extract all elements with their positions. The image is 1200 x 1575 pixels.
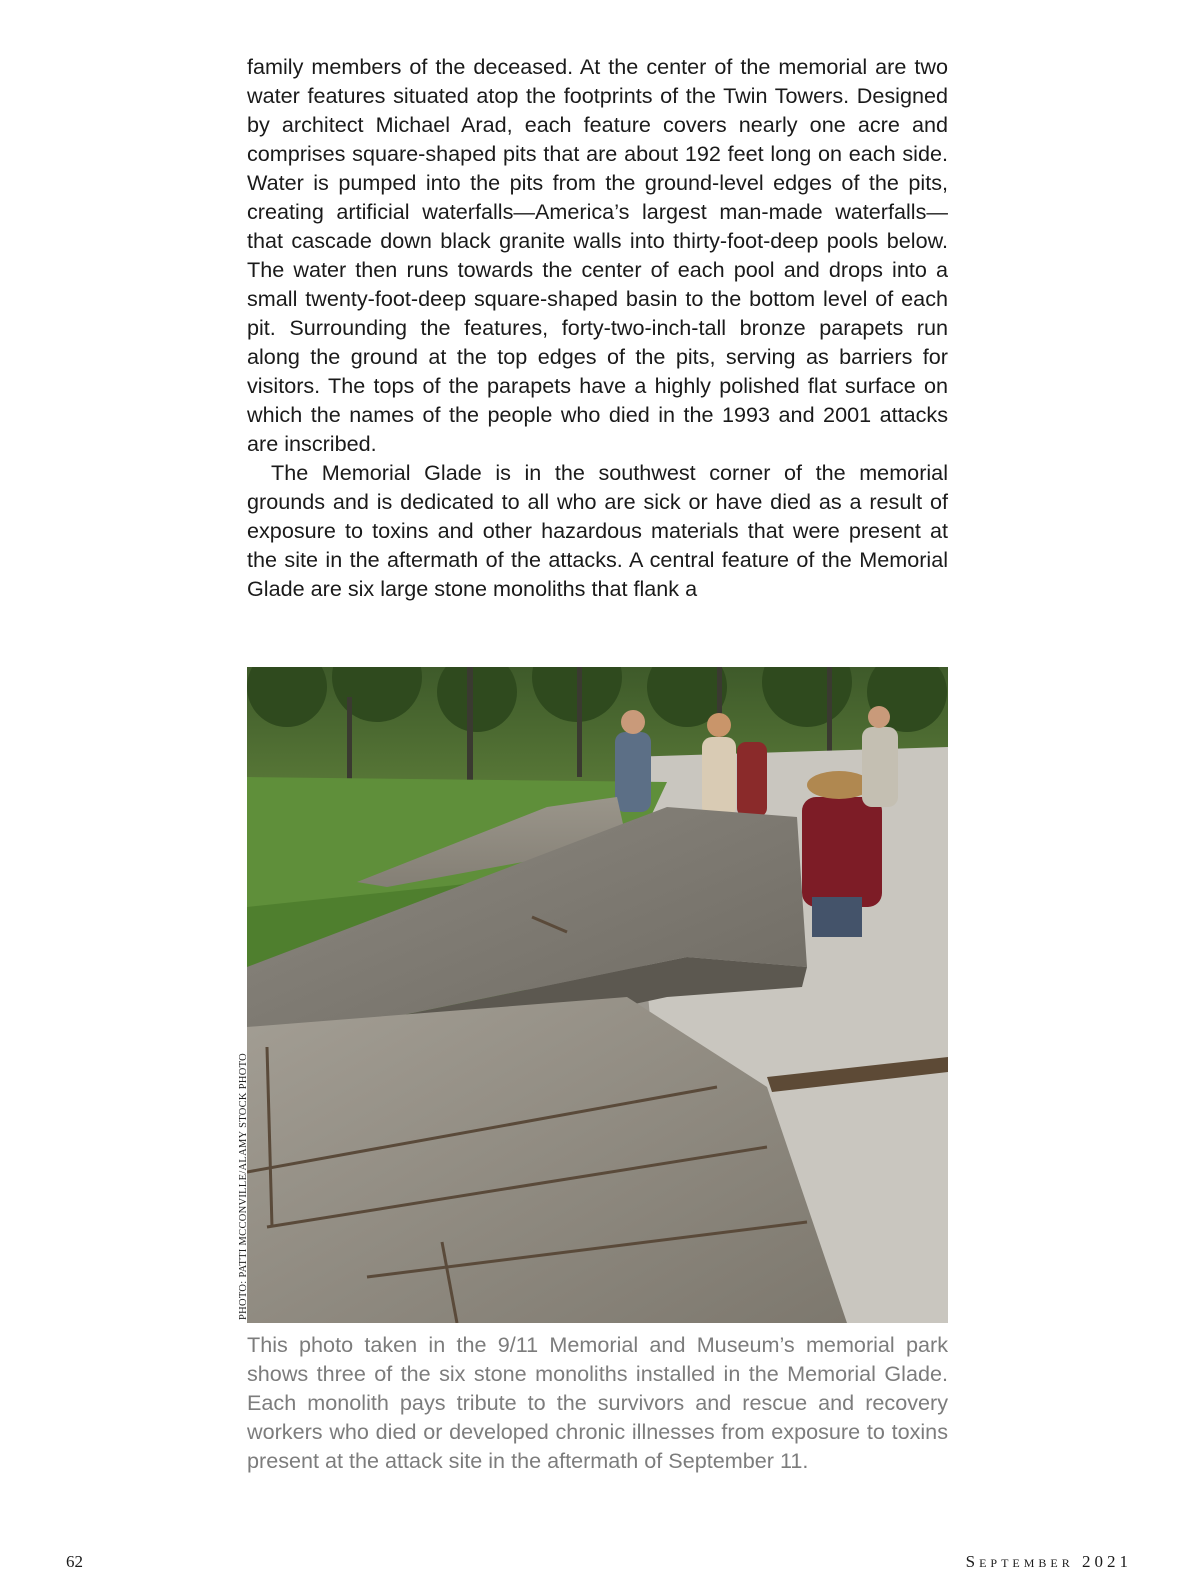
photo-illustration bbox=[247, 667, 948, 1323]
article-paragraph-2: The Memorial Glade is in the southwest corner of the memorial grounds and is dedicated to all who are sick or have died as a result of exposure to toxins and other hazardous materials that were present at the site in the aftermath of the attacks. A central feature of the Memorial Glade are six large stone monoliths that flank a bbox=[247, 460, 948, 601]
memorial-glade-photo bbox=[247, 667, 948, 1323]
article-paragraph-1: family members of the deceased. At the center of the memorial are two water features situated atop the footprints of the Twin Towers. Designed by architect Michael Arad, each feature covers nearly one acre and comprises square-shaped pits that are about 192 feet long on each side. Water is pumped into the pits from the ground-level edges of the pits, creating artificial waterfalls—America’s largest man-made waterfalls—that cascade down black granite walls into thirty-foot-deep pools below. The water then runs towards the center of each pool and drops into a small twenty-foot-deep square-shaped basin to the bottom level of each pit. Surrounding the features, forty-two-inch-tall bronze parapets run along the ground at the top edges of the pits, serving as barriers for visitors. The tops of the parapets have a highly polished flat surface on which the names of the people who died in the 1993 and 2001 attacks are inscribed. bbox=[247, 54, 948, 456]
issue-date: September 2021 bbox=[965, 1552, 1132, 1571]
page-number: 62 bbox=[66, 1552, 83, 1571]
photo-credit: PHOTO: PATTI MCCONVILLE/ALAMY STOCK PHOTO bbox=[238, 1052, 249, 1320]
photo-caption: This photo taken in the 9/11 Memorial and Museum’s memorial park shows three of the six stone monoliths installed in the Memorial Glade. Each monolith pays tribute to the survivors and rescue and recovery workers who died or developed chronic illnesses from exposure to toxins present at the attack site in the aftermath of September 11. bbox=[247, 1332, 948, 1473]
article-body bbox=[247, 52, 948, 603]
